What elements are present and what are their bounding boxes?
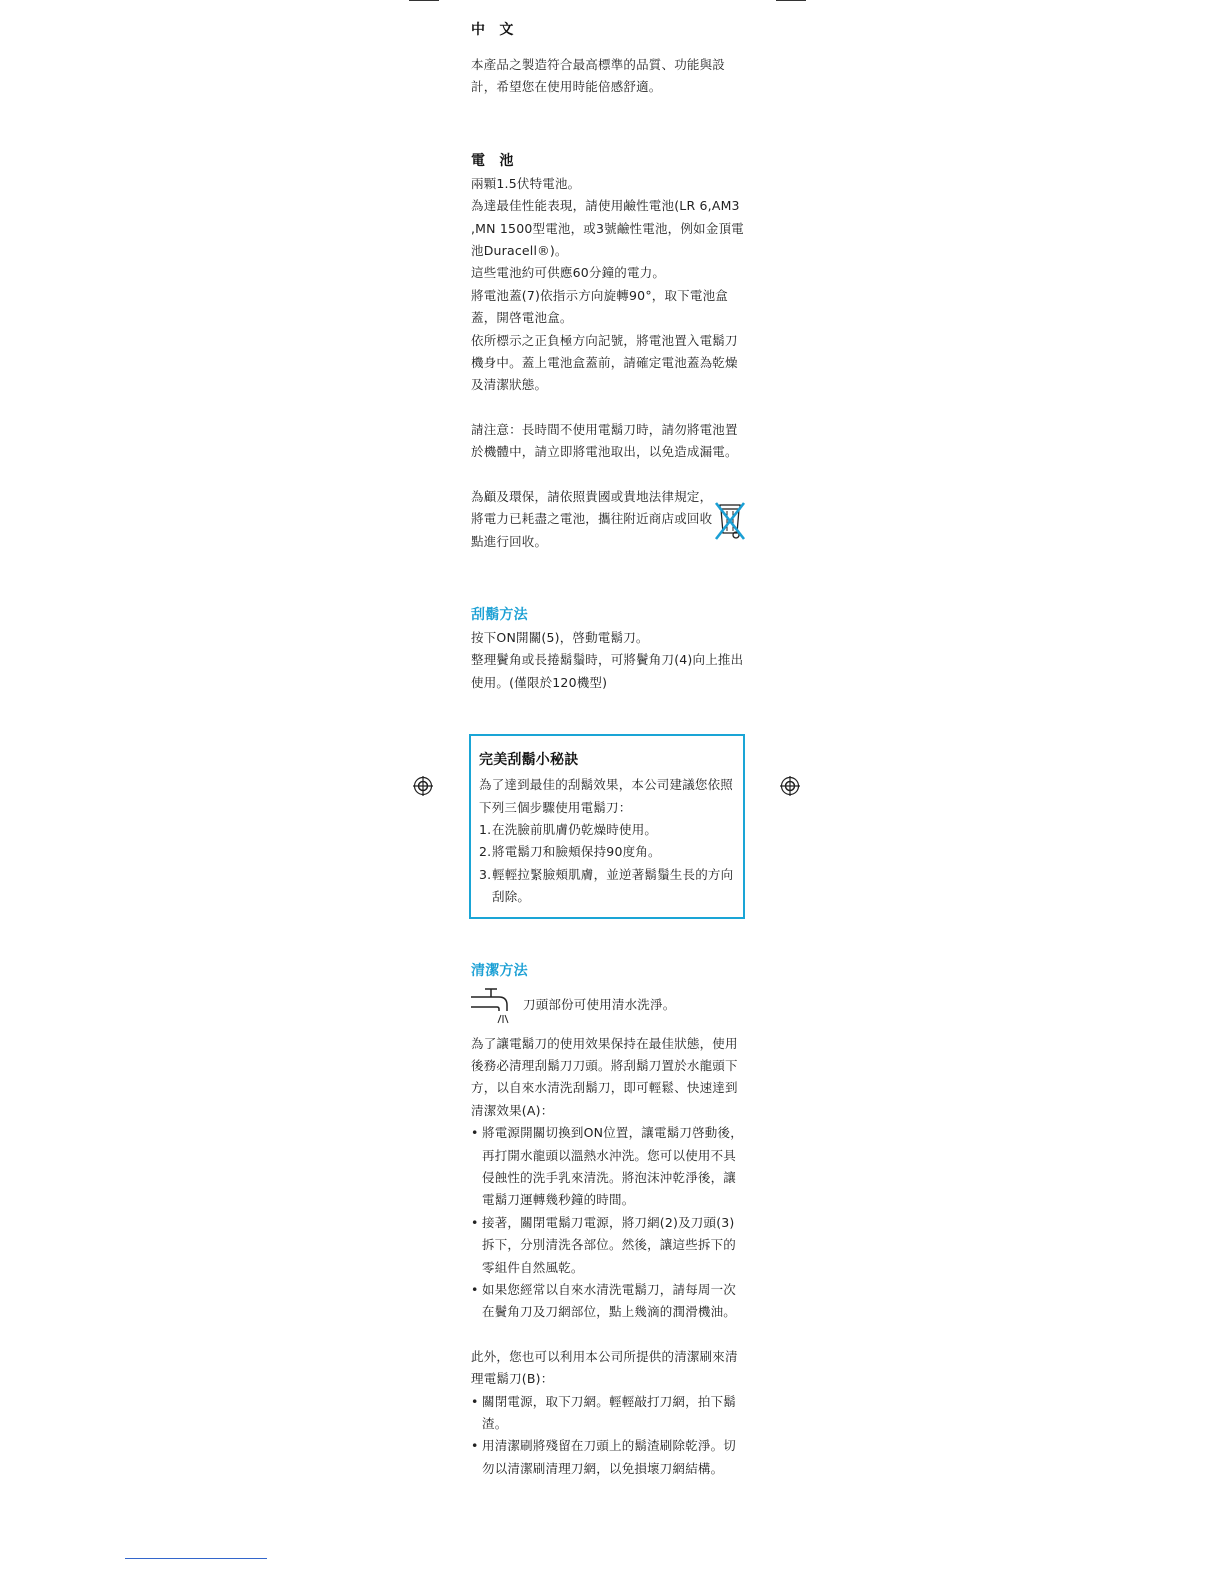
list-item: • 將電源開關切換到ON位置，讓電鬍刀啓動後，再打開水龍頭以溫熱水沖洗。您可以使用不具侵蝕性的洗手乳來清洗。將泡沫沖乾淨後，讓電鬍刀運轉幾秒鐘的時間。	[471, 1125, 743, 1208]
tap-text: 刀頭部份可使用清水洗淨。	[523, 997, 676, 1013]
water-tap-icon	[471, 987, 511, 1025]
tips-box	[469, 734, 745, 918]
recycle-text: 為顧及環保，請依照貴國或貴地法律規定，將電力已耗盡之電池，攜往附近商店或回收點進行回收。	[471, 488, 713, 549]
registration-mark-icon	[413, 776, 433, 796]
battery-text: 兩顆1.5伏特電池。	[471, 175, 581, 191]
list-item: • 關閉電源，取下刀網。輕輕敲打刀網，拍下鬍渣。	[471, 1393, 737, 1432]
list-item: 3. 輕輕拉緊臉頰肌膚，並逆著鬍鬚生長的方向刮除。	[479, 866, 734, 905]
list-item: • 接著，關閉電鬍刀電源，將刀網(2)及刀頭(3)拆下，分別清洗各部位。然後，讓這些拆下的零組件自然風乾。	[471, 1214, 737, 1275]
list-item: • 用清潔刷將殘留在刀頭上的鬍渣刷除乾淨。切勿以清潔刷清理刀網，以免損壞刀網結構。	[471, 1438, 737, 1476]
recycle-bin-crossed-icon	[714, 497, 746, 541]
cleaning-heading: 清潔方法	[471, 962, 528, 979]
battery-text: 為達最佳性能表現，請使用鹼性電池(LR 6,AM3 ,MN 1500型電池，或3號鹼性電池，例如金頂電池Duracell®)。	[471, 198, 744, 259]
page-title: 中 文	[471, 22, 514, 38]
battery-heading: 電 池	[471, 152, 514, 169]
shaving-heading: 刮鬍方法	[471, 606, 528, 623]
crop-mark-left	[409, 0, 439, 1]
tips-heading: 完美刮鬍小秘訣	[479, 752, 579, 769]
intro-text: 本產品之製造符合最高標準的品質、功能與設計，希望您在使用時能倍感舒適。	[471, 57, 726, 95]
battery-text: 依所標示之正負極方向記號，將電池置入電鬍刀機身中。蓋上電池盒蓋前，請確定電池蓋為乾燥及清潔狀態。	[471, 332, 738, 393]
tap-instruction	[471, 987, 746, 1025]
registration-mark-icon	[780, 776, 800, 796]
footer-rule	[125, 1558, 267, 1559]
list-item: • 如果您經常以自來水清洗電鬍刀，請每周一次在鬢角刀及刀網部位，點上幾滴的潤滑機油。	[471, 1282, 737, 1320]
manual-column	[471, 18, 746, 1480]
battery-text: 將電池蓋(7)依指示方向旋轉90°，取下電池盒蓋，開啓電池盒。	[471, 287, 728, 326]
cleaning-text: 此外，您也可以利用本公司所提供的清潔刷來清理電鬍刀(B)：	[471, 1348, 738, 1387]
battery-note: 請注意：長時間不使用電鬍刀時，請勿將電池置於機體中，請立即將電池取出，以免造成漏電。	[471, 421, 738, 460]
shaving-text: 整理鬢角或長捲鬍鬚時，可將鬢角刀(4)向上推出使用。(僅限於120機型)	[471, 652, 744, 690]
list-item: 2. 將電鬍刀和臉頰保持90度角。	[479, 844, 661, 860]
tips-intro: 為了達到最佳的刮鬍效果，本公司建議您依照下列三個步驟使用電鬍刀：	[479, 777, 734, 815]
cleaning-text: 為了讓電鬍刀的使用效果保持在最佳狀態，使用後務必清理刮鬍刀刀頭。將刮鬍刀置於水龍頭下方，以自來水清洗刮鬍刀，即可輕鬆、快速達到清潔效果(A)：	[471, 1035, 738, 1118]
recycle-notice	[471, 486, 746, 553]
list-item: 1. 在洗臉前肌膚仍乾燥時使用。	[479, 821, 658, 837]
battery-text: 這些電池約可供應60分鐘的電力。	[471, 265, 666, 281]
shaving-text: 按下ON開關(5)，啓動電鬍刀。	[471, 629, 649, 645]
crop-mark-right	[776, 0, 806, 1]
